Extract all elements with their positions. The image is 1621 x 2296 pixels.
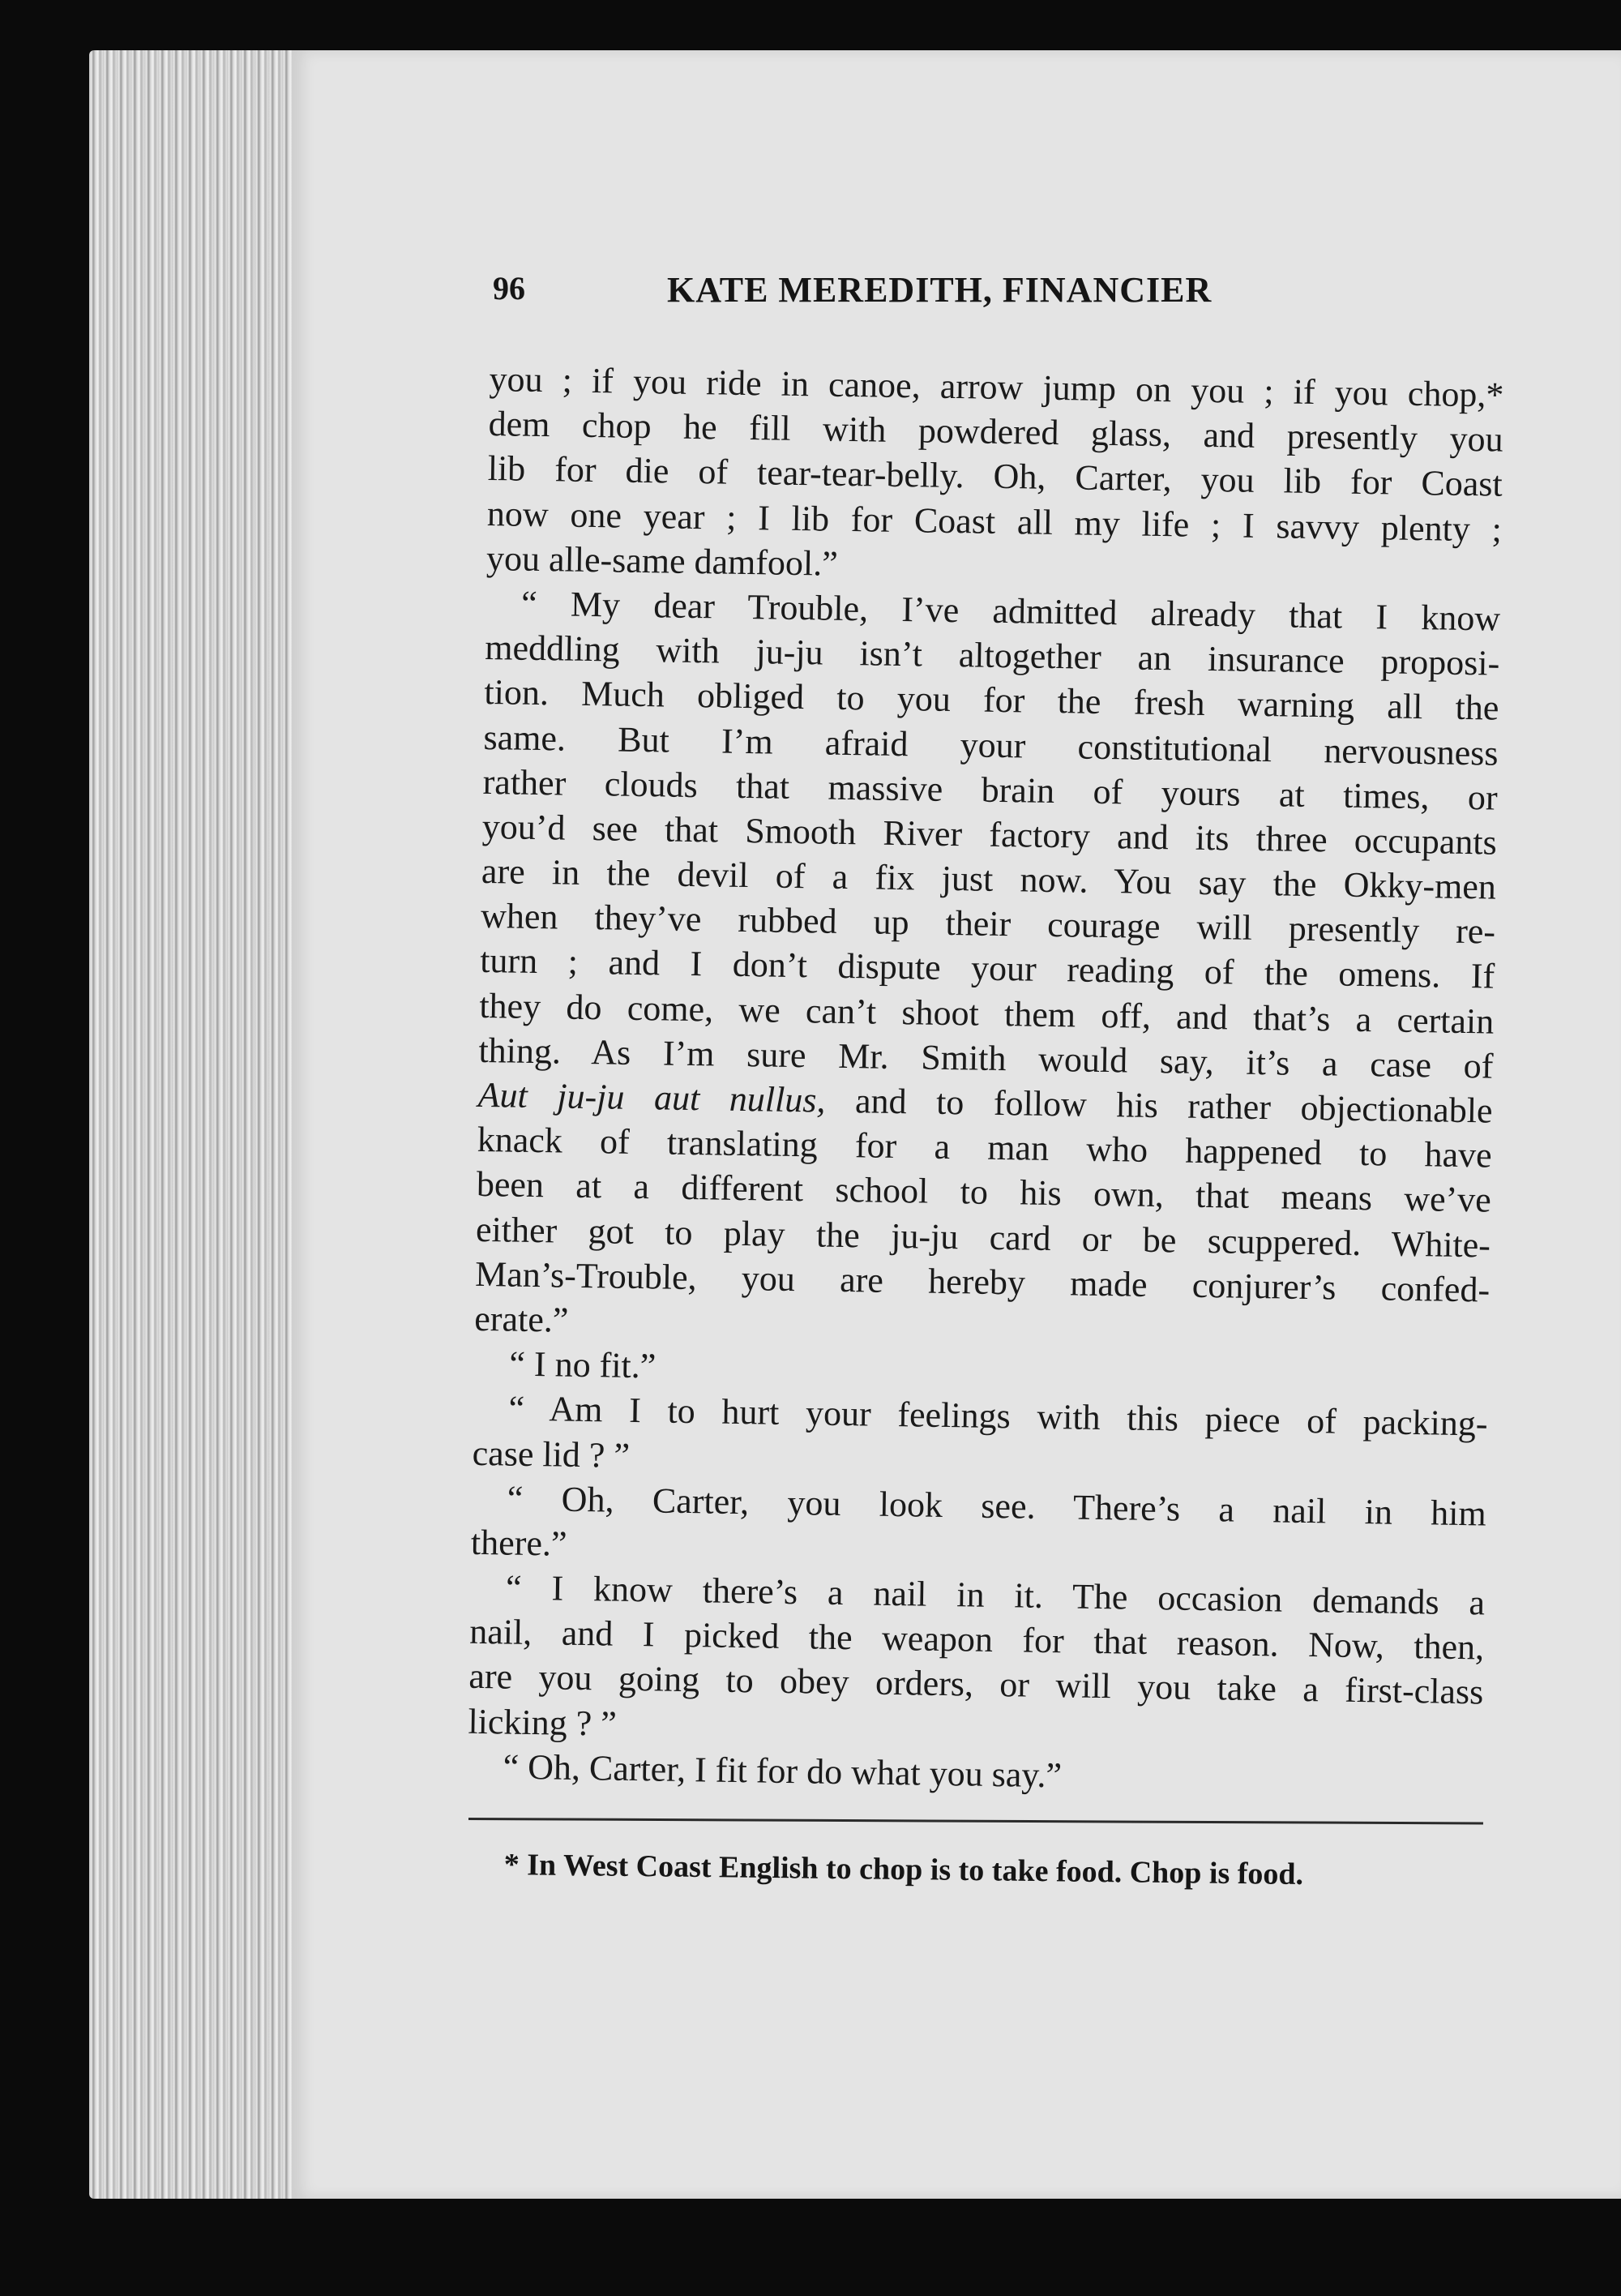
- text-line: are in the devil of a fix just now. You say the Okky-men: [481, 850, 1497, 907]
- latin-phrase: Aut ju-ju aut nullus,: [477, 1074, 826, 1120]
- text-line: turn ; and I don’t dispute your reading of the omens. If: [479, 940, 1495, 997]
- page-number: 96: [493, 270, 525, 306]
- text-line: are you going to obey orders, or will you take a first-class: [468, 1656, 1484, 1712]
- text-line: meddling with ju-ju isn’t altogether an insurance proposi-: [484, 628, 1500, 683]
- text-line: licking ? ”: [468, 1701, 618, 1744]
- text-line: you ; if you ride in canoe, arrow jump on you ; if you chop,*: [489, 358, 1504, 415]
- text-line: when they’ve rubbed up their courage will presently re-: [480, 896, 1496, 952]
- text-line: “ I no fit.”: [509, 1343, 657, 1386]
- text-line: there.”: [470, 1522, 567, 1564]
- text-line: Man’s-Trouble, you are hereby made conjurer’s confed-: [474, 1253, 1491, 1310]
- text-line: nail, and I picked the weapon for that reason. Now, then,: [468, 1612, 1485, 1668]
- text-line: “ Oh, Carter, I fit for do what you say.”: [503, 1746, 1063, 1796]
- text-line: either got to play the ju-ju card or be scuppered. White-: [475, 1209, 1491, 1266]
- running-title: KATE MEREDITH, FINANCIER: [667, 270, 1213, 310]
- scan-background: [89, 2199, 1621, 2296]
- text-line: dem chop he fill with powdered glass, and presently you: [488, 404, 1503, 460]
- text-line: case lid ? ”: [472, 1433, 631, 1476]
- running-head: [493, 269, 1344, 326]
- text-line: they do come, we can’t shoot them off, and that’s a certain: [479, 985, 1495, 1042]
- text-line: “ Am I to hurt your feelings with this piece of packing-: [508, 1388, 1488, 1444]
- body-text: [467, 357, 1504, 1804]
- text-line: you alle-same damfool.”: [485, 538, 839, 584]
- text-line: been at a different school to his own, that means we’ve: [476, 1164, 1492, 1220]
- text-line: tion. Much obliged to you for the fresh warning all the: [484, 672, 1499, 728]
- text-line: thing. As I’m sure Mr. Smith would say, it’s a case of: [478, 1030, 1494, 1086]
- text-line: same. But I’m afraid your constitutional nervousness: [483, 717, 1499, 773]
- page-edges: [89, 50, 300, 2199]
- text-line: now one year ; I lib for Coast all my life ; I savvy plenty ;: [486, 493, 1503, 550]
- text-line: erate.”: [473, 1298, 569, 1340]
- text-line: lib for die of tear-tear-belly. Oh, Carter, you lib for Coast: [487, 448, 1503, 505]
- text-line: “ Oh, Carter, you look see. There’s a nail in him: [507, 1478, 1487, 1534]
- line-continuation: and to follow his rather objectionable: [825, 1080, 1493, 1131]
- text-line: you’d see that Smooth River factory and its three occupants: [481, 806, 1498, 863]
- text-line: “ I know there’s a nail in it. The occasion demands a: [505, 1567, 1486, 1623]
- text-line: rather clouds that massive brain of yours at times, or: [482, 761, 1498, 818]
- text-line: knack of translating for a man who happened to have: [477, 1120, 1493, 1176]
- text-line: “ My dear Trouble, I’ve admitted already that I know: [520, 583, 1501, 639]
- footnote: * In West Coast English to chop is to take food. Chop is food.: [503, 1848, 1304, 1892]
